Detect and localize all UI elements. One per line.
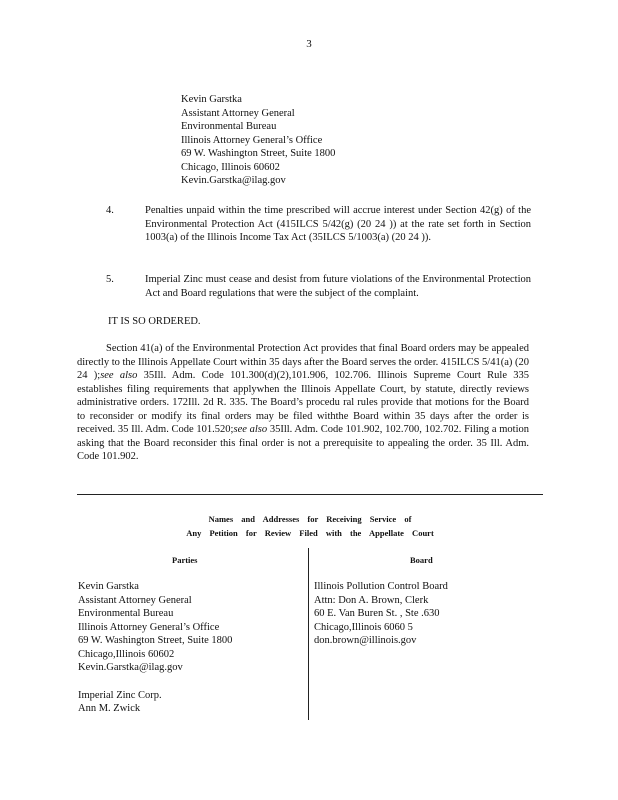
contact-line: Illinois Attorney General’s Office: [181, 134, 323, 146]
service-heading-line-1: Names and Addresses for Receiving Service of: [208, 514, 412, 524]
appeal-paragraph: [77, 342, 529, 464]
board-email: don.brown@illinois.gov: [314, 635, 417, 646]
party-line: Kevin Garstka: [78, 581, 139, 592]
party-line: Imperial Zinc Corp.: [78, 689, 162, 701]
party-spacer: [78, 675, 232, 689]
service-heading-line-2: Any Petition for Review Filed with the Appellate Court: [186, 528, 434, 538]
contact-line: Assistant Attorney General: [181, 107, 295, 119]
board-line: Attn: Don A. Brown, Clerk: [314, 594, 429, 606]
party-line: Chicago,Illinois 60602: [78, 648, 175, 660]
contact-line: Kevin Garstka: [181, 94, 242, 105]
party-email: Kevin.Garstka@ilag.gov: [78, 662, 183, 673]
appeal-text-2: 35Ill. Adm. Code 101.300(d)(2),101.906, 102.706. Illinois Supreme Court Rule 335 establishes filing requirements that applywhen the Illinois Appellate Court, by statute, directly reviews administrative orders. 172Ill. 2d R. 335. The Board’s procedu ral rules provide that motions for the Board to reconsider or modify its final orders may be filed withthe Board within 35 days after the order is received. 35 Ill. Adm. Code 101.520;: [77, 370, 529, 435]
item-text: Penalties unpaid within the time prescribed will accrue interest under Section 42(g) of the Environmental Protection Act (415ILCS 5/42(g) (20 24 )) at the rate set forth in Section 1003(a) of the Illinois Income Tax Act (35ILCS 5/1003(a) (20 24 )).: [145, 205, 531, 243]
contact-line: Environmental Bureau: [181, 121, 277, 132]
party-line: 69 W. Washington Street, Suite 1800: [78, 635, 233, 646]
board-list: [314, 580, 448, 648]
section-divider: [77, 494, 543, 495]
parties-list: [78, 580, 232, 716]
contact-line: 69 W. Washington Street, Suite 1800: [181, 148, 336, 159]
party-line: Environmental Bureau: [78, 608, 174, 619]
contact-address-block: [181, 93, 335, 188]
appeal-text-1: Section 41(a) of the Environmental Protection Act provides that final Board orders may be appealed directly to the Illinois Appellate Court within 35 days after the Board serves the order. 415ILCS 5/41(a) (20 24 );: [77, 343, 529, 381]
party-line: Illinois Attorney General’s Office: [78, 621, 220, 633]
see-also-citation: see also: [233, 424, 268, 435]
board-line: Chicago,Illinois 6060 5: [314, 621, 413, 633]
item-number: 5.: [106, 274, 114, 285]
item-number: 4.: [106, 205, 114, 216]
appeal-text-3: 35Ill. Adm. Code 101.902, 102.700, 102.702. Filing a motion asking that the Board reconsider this final order is not a prerequisite to appealing the order. 35 Ill. Adm. Code 101.902.: [77, 424, 530, 462]
parties-column-label: Parties: [172, 555, 198, 565]
board-column-label: Board: [410, 555, 433, 565]
see-also-citation: see also: [100, 370, 138, 381]
service-heading: [77, 512, 543, 540]
item-text: Imperial Zinc must cease and desist from future violations of the Environmental Protection Act and Board regulations that were the subject of the complaint.: [145, 274, 531, 299]
board-line: Illinois Pollution Control Board: [314, 581, 448, 592]
contact-line: Chicago, Illinois 60602: [181, 161, 280, 173]
party-line: Ann M. Zwick: [78, 703, 141, 714]
order-item-5: [106, 273, 531, 303]
order-item-4: [106, 204, 531, 260]
contact-email: Kevin.Garstka@ilag.gov: [181, 175, 286, 186]
party-line: Assistant Attorney General: [78, 594, 192, 606]
page-number: 3: [306, 38, 312, 50]
board-line: 60 E. Van Buren St. , Ste .630: [314, 608, 440, 619]
column-divider: [308, 548, 309, 720]
so-ordered-line: IT IS SO ORDERED.: [108, 316, 201, 327]
